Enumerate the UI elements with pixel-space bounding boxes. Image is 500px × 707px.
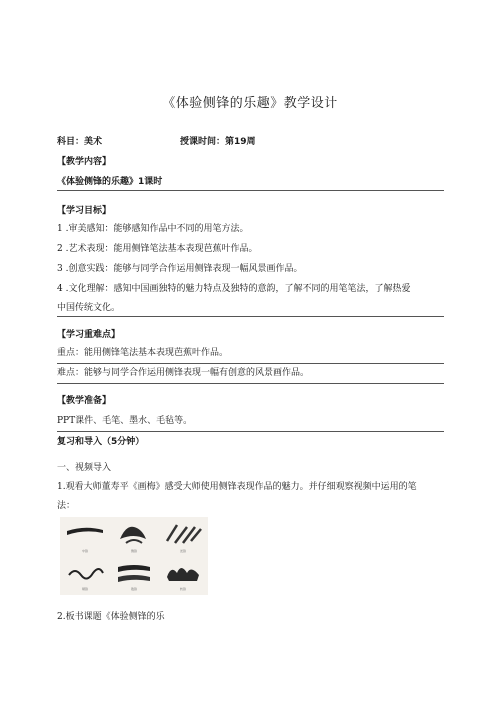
difficult-point: 难点：能够与同学合作运用侧锋表现一幅有创意的风景画作品。 bbox=[57, 368, 310, 378]
brush-sample bbox=[112, 519, 156, 553]
brush-sample bbox=[161, 557, 205, 591]
brush-sample bbox=[161, 519, 205, 553]
key-points-heading: 【学习重难点】 bbox=[57, 330, 121, 340]
brush-sample bbox=[63, 519, 107, 553]
video-heading: 一、视频导入 bbox=[57, 463, 112, 473]
key-point: 重点：能用侧锋笔法基本表现芭蕉叶作品。 bbox=[57, 348, 229, 358]
goal-item: 4 .文化理解：感知中国画独特的魅力特点及独特的意韵，了解不同的用笔笔法，了解热爱 bbox=[57, 284, 411, 294]
brush-caption: 中锋 bbox=[81, 549, 88, 553]
step-1: 1.观看大师董寿平《画梅》感受大师使用侧锋表现作品的魅力。并仔细观察视频中运用的笔 bbox=[57, 482, 417, 492]
brush-caption: 逆锋 bbox=[179, 549, 186, 553]
preparation-line: PPT课件、毛笔、墨水、毛毡等。 bbox=[57, 416, 193, 426]
goals-heading: 【学习目标】 bbox=[57, 206, 112, 216]
goal-item: 3 .创意实践：能够与同学合作运用侧锋表现一幅风景画作品。 bbox=[57, 264, 303, 274]
schedule-label: 授课时间：第19周 bbox=[180, 137, 256, 147]
brush-caption: 侧锋 bbox=[130, 549, 137, 553]
section-divider bbox=[57, 383, 444, 384]
step-2: 2.板书课题《体验侧锋的乐 bbox=[57, 612, 165, 622]
review-heading: 复习和导入（5分钟） bbox=[57, 437, 145, 447]
brush-sample bbox=[63, 557, 107, 591]
goal-item-continued: 中国传统文化。 bbox=[57, 303, 121, 313]
section-divider bbox=[57, 190, 444, 191]
goal-item: 2 .艺术表现：能用侧锋笔法基本表现芭蕉叶作品。 bbox=[57, 244, 258, 254]
brush-stroke-figure bbox=[60, 517, 208, 595]
content-line: 《体验侧锋的乐趣》1课时 bbox=[57, 177, 163, 187]
goal-item: 1 .审美感知：能够感知作品中不同的用笔方法。 bbox=[57, 224, 249, 234]
document-title: 《体验侧锋的乐趣》教学设计 bbox=[162, 96, 338, 111]
section-divider bbox=[57, 316, 444, 317]
step-1-continued: 法： bbox=[57, 501, 76, 511]
preparation-heading: 【教学准备】 bbox=[57, 396, 112, 406]
section-divider bbox=[57, 363, 444, 364]
brush-caption: 顺锋 bbox=[81, 587, 88, 591]
section-divider bbox=[57, 431, 444, 432]
content-heading: 【教学内容】 bbox=[57, 157, 112, 167]
brush-sample bbox=[112, 557, 156, 591]
brush-caption: 转锋 bbox=[179, 587, 186, 591]
subject-label: 科目：美术 bbox=[57, 137, 103, 147]
brush-caption: 散锋 bbox=[130, 587, 137, 591]
